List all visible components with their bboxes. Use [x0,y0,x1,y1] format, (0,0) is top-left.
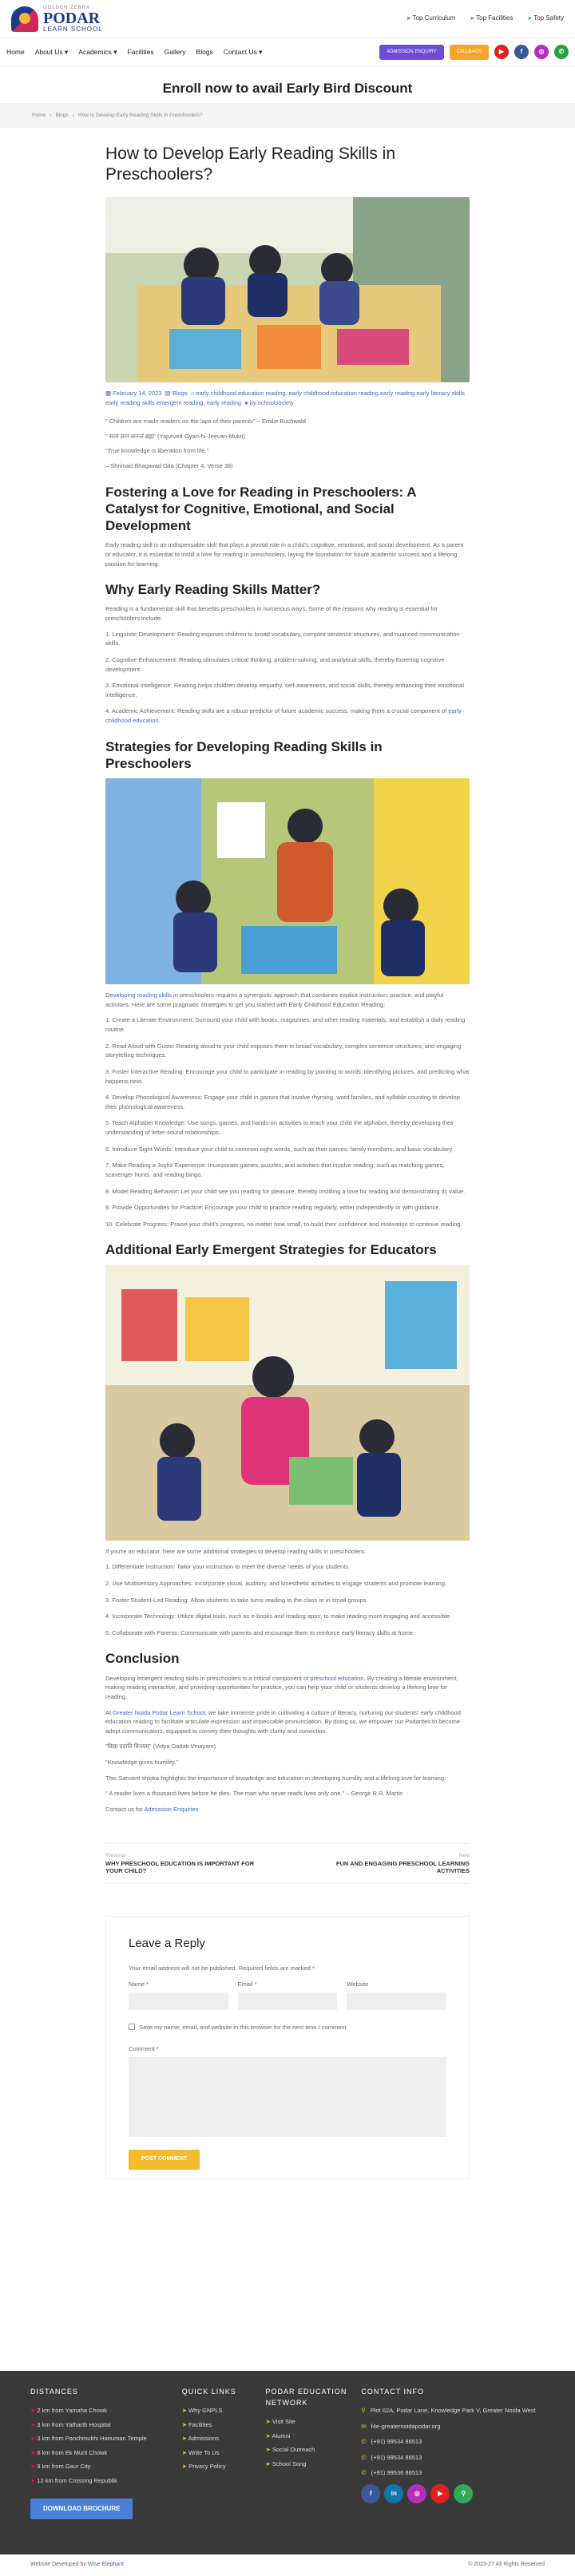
logo-emblem [11,6,38,32]
callback-button[interactable]: CALLBACK [450,45,489,60]
chevron-down-icon: ▾ [113,47,117,56]
article [105,128,470,2179]
website-input[interactable] [347,1992,446,2010]
whatsapp-icon[interactable]: ✆ [554,45,569,59]
heading-additional: Additional Early Emergent Strategies for Educators [105,1242,437,1258]
previous-post[interactable]: Previous WHY PRESCHOOL EDUCATION IS IMPORTANT FOR YOUR CHILD? [105,1852,255,1875]
distance-item: ➤ 9 km from Gaur City [30,2462,182,2471]
tag-icon: ⌂ [190,389,195,397]
list-item: 4. Develop Phonological Awareness: Engage your child in games that involve rhyming, word families, and syllable counting to develop their phonological awareness. [105,1094,460,1110]
youtube-icon[interactable]: ▶ [494,45,509,59]
top-link-safety[interactable]: ➤ Top Safety [527,14,564,24]
distance-item: ➤ 6 km from Ek Murti Chowk [30,2448,182,2458]
heading-fostering: Fostering a Love for Reading in Preschoolers: A Catalyst for Cognitive, Emotional, and Social Development [105,484,416,533]
credit: Website Developed by Wise Elephant [30,2562,124,2568]
quick-links-title: QUICK LINKS [181,2388,236,2396]
paragraph: Developing reading skills in preschoolers requires a synergistic approach that combines explicit instruction, practice, and playful activities. Here are some pragmatic strategies to get you started with Early Childhood Education Reading: [105,991,444,1008]
page-title: How to Develop Early Reading Skills in Preschoolers? [105,144,395,184]
list-item: 7. Make Reading a Joyful Experience: Incorporate games, puzzles, and activities that involve reading, such as matching games, scavenger hunts, and reading bingo. [105,1161,445,1178]
copyright: © 2023-27 All Rights Reserved [468,2562,545,2568]
preschool-education-link[interactable]: preschool education [310,1674,364,1682]
chevron-down-icon: ▾ [65,47,69,56]
paragraph: " A reader lives a thousand lives before he dies. The man who never reads lives only one." – George R.R. Martin [105,1790,403,1798]
breadcrumb-current: How to Develop Early Reading Skills in Preschoolers? [77,112,203,118]
reply-title: Leave a Reply [129,1937,205,1951]
chevron-down-icon: ▾ [259,47,263,56]
paragraph: Reading is a fundamental skill that benefits preschoolers in numerous ways. Some of the reasons why reading is essential for preschoolers include: [105,605,438,622]
distances-title: DISTANCES [30,2388,78,2396]
list-item: 8. Model Reading Behavior: Let your child see you reading for pleasure, thereby instilling a love for reading and demonstrating its value. [105,1187,466,1195]
bottom-bar [0,2554,575,2576]
list-item: 1. Linguistic Development: Reading exposes children to broad vocabulary, complex sentence structures, and nuanced communication skills. [105,630,460,647]
facebook-icon[interactable]: f [361,2484,380,2503]
quick-link[interactable]: ➤ Facilities [182,2420,266,2430]
quote: – Shrimad Bhagavad Gita (Chapter 4, Verse 38) [105,461,233,469]
network-link[interactable]: ➤ Visit Site [266,2417,362,2427]
breadcrumb-blogs[interactable]: Blogs [55,112,69,118]
linkedin-icon[interactable]: in [384,2484,403,2503]
comment-form [105,1916,470,2179]
reading-session-image [105,1265,470,1541]
nav-academics[interactable]: Academics ▾ [78,47,117,56]
admission-enquiry-button[interactable]: ADMISSION ENQUIRY [379,45,444,60]
instagram-icon[interactable]: ◎ [407,2484,426,2503]
breadcrumb: Home › Blogs › How to Develop Early Reading Skills in Preschoolers? [0,104,575,128]
paragraph: Developing emergent reading skills in preschoolers is a critical component of preschool education. By creating a literate environment, making reading interactive, and providing opportunities for practice, you can help your child or students develop a lifelong love for reading. [105,1674,458,1700]
heading-why: Why Early Reading Skills Matter? [105,582,321,598]
paragraph: This Sanskrit shloka highlights the importance of knowledge and education in developing humility and a lifelong love for learning. [105,1774,446,1782]
download-brochure-button[interactable]: DOWNLOAD BROCHURE [30,2499,133,2519]
address: Plot 62A, Podar Lane, Knowledge Park V, Greater Noida West [370,2406,536,2414]
paragraph: Contact us for Admission Enquiries [105,1805,199,1813]
phone[interactable]: (+91) 99534 86513 [371,2438,422,2446]
nav-contact[interactable]: Contact Us ▾ [223,47,263,56]
paragraph: "विद्या ददाति विनयम्" (Vidya Dadati Vinayam) [105,1743,216,1751]
email[interactable]: f4e-greaternoidapodar.org [371,2422,441,2430]
heading-strategies: Strategies for Developing Reading Skills in Preschoolers [105,738,383,771]
distance-item: ➤ 12 km from Crossing Republik [30,2476,182,2486]
network-link[interactable]: ➤ Alumni [266,2432,362,2441]
footer [0,2371,575,2554]
list-item: 6. Introduce Sight Words: Introduce your child to common sight words, such as their names, family members, and basic vocabulary. [105,1145,454,1153]
classroom-image [105,778,470,984]
logo-sub-text: LEARN SCHOOL [43,25,103,33]
list-item: 2. Cognitive Enhancement: Reading stimulates critical thinking, problem-solving, and analytical skills, thereby fostering cognitive development. [105,655,445,673]
top-link-curriculum[interactable]: ➤ Top Curriculum [406,14,456,24]
logo-tagline: GOLDEN ZEBRA [43,5,91,10]
main-nav [0,38,575,67]
distance-item: ➤ 2 km from Yamaha Chowk [30,2406,182,2416]
quote: "True knowledge is liberation from life." [105,447,209,455]
nav-blogs[interactable]: Blogs [196,47,213,56]
list-item: 1. Create a Literate Environment: Surround your child with books, magazines, and other reading materials, and establish a daily reading routine. [105,1016,466,1033]
nav-facilities[interactable]: Facilities [127,47,154,56]
phone-icon: ✆ [361,2453,367,2461]
nav-gallery[interactable]: Gallery [164,47,186,56]
top-bar [0,0,575,38]
paragraph: "Knowledge gives humility." [105,1759,179,1766]
list-item: 10. Celebrate Progress: Praise your child's progress, no matter how small, to build their confidence and motivation to continue reading. [105,1220,462,1228]
post-navigation [105,1843,470,1885]
list-item: 3. Emotional Intelligence: Reading helps children develop empathy, self-awareness, and social skills, thereby enhancing their emotional intelligence. [105,682,464,698]
top-link-facilities[interactable]: ➤ Top Facilities [470,14,513,24]
paragraph: If you're an educator, here are some additional strategies to develop reading skills in preschoolers: [105,1547,367,1555]
quick-link[interactable]: ➤ Privacy Policy [182,2462,266,2471]
early-childhood-link[interactable]: early childhood education. [105,707,462,724]
admission-enquiries-link[interactable]: Admission Enquiries [144,1805,199,1813]
phone-icon: ✆ [361,2438,367,2446]
network-link[interactable]: ➤ School Song [266,2459,362,2469]
quick-link[interactable]: ➤ Write To Us [182,2448,266,2458]
calendar-icon: ▦ [105,389,112,397]
school-link[interactable]: Greater Noida Podar Learn School [113,1708,205,1716]
developer-link[interactable]: Wise Elephant [87,2562,124,2568]
list-item: 3. Foster Interactive Reading: Encourage your child to participate in reading by pointing to words, identifying pictures, and predicting what happens next. [105,1067,470,1085]
network-link[interactable]: ➤ Social Outreach [266,2445,362,2455]
post-date[interactable]: February 14, 2023 [113,389,162,397]
contact-title: CONTACT INFO [361,2388,425,2396]
list-item: 2. Read Aloud with Gusto: Reading aloud to your child exposes them to broad vocabulary, complex sentence structures, and engaging storytelling techniques. [105,1042,462,1059]
user-icon: ● [244,399,248,407]
logo-main-text: PODAR [43,9,101,27]
nav-about[interactable]: About Us ▾ [34,47,69,56]
school-logo[interactable] [11,6,103,33]
quick-link[interactable]: ➤ Admissions [182,2434,266,2443]
save-info-checkbox[interactable] [129,2024,135,2030]
email-label: Email * [237,1980,257,1988]
name-label: Name * [129,1980,149,1988]
instagram-icon[interactable]: ◎ [534,45,549,59]
save-info-label: Save my name, email, and website in this browser for the next time I comment. [139,2023,348,2031]
breadcrumb-home[interactable]: Home [32,112,46,118]
post-category[interactable]: Blogs [172,389,188,397]
email-input[interactable] [238,1992,338,2010]
distance-item: ➤ 3 km from Panchmukhi Hanuman Temple [30,2434,182,2443]
phone-icon: ✆ [361,2469,367,2477]
facebook-icon[interactable]: f [514,45,529,59]
distance-item: ➤ 3 km from Yatharth Hospital [30,2420,182,2430]
paragraph: At Greater Noida Podar Learn School, we take immense pride in cultivating a culture of literacy, nurturing our students' early childhood education reading to facilitate articulate expression and impeccable pronunciation. By doing so, we empower our Podarites to become adept communicators, equipped to convey their thoughts with clarity and conviction. [105,1708,461,1735]
comment-textarea[interactable] [129,2057,446,2137]
network-title: PODAR EDUCATION NETWORK [265,2388,347,2407]
list-item: 3. Foster Student-Led Reading: Allow students to take turns reading to the class or in small groups. [105,1596,368,1604]
phone[interactable]: (+91) 99536 86513 [371,2469,422,2477]
quick-link[interactable]: ➤ Why GNPLS [182,2406,266,2416]
post-comment-button[interactable]: POST COMMENT [129,2150,200,2170]
paragraph: Early reading skill is an indispensable skill that plays a pivotal role in a child's cognitive, emotional, and social development. As a parent or educator, it is essential to instill a love for reading in preschoolers, laying the foundation for future academic success and a lifelong passion for learning. [105,541,464,568]
developing-reading-link[interactable]: Developing reading skills [105,991,172,999]
featured-image [105,197,470,382]
map-pin-icon[interactable]: ⚲ [454,2484,473,2503]
reply-note: Your email address will not be published. Required fields are marked * [129,1965,315,1973]
mail-icon: ✉ [361,2422,367,2430]
list-item: 2. Use Multisensory Approaches: Incorporate visual, auditory, and kinesthetic activities to engage students and promote learning. [105,1579,447,1587]
nav-home[interactable]: Home [6,47,25,56]
post-tags[interactable]: early childhood education reading, early childhood education reading early reading early literacy skills early reading skills emergent reading, early reading [105,389,465,407]
list-item: 5. Collaborate with Parents: Communicate with parents and encourage them to reinforce early literacy skills at home. [105,1628,415,1636]
post-author[interactable]: by schoolsociety [249,399,294,407]
list-item: 9. Provide Opportunities for Practice: Encourage your child to practice reading regularly, either independently or with guidance. [105,1204,441,1212]
early-bird-banner: Enroll now to avail Early Bird Discount [0,67,575,104]
name-input[interactable] [129,1992,228,2010]
youtube-icon[interactable]: ▶ [430,2484,450,2503]
quote: " सत्यं ज्ञानं अनन्तं ब्रह्म" (Yajurved-Gyan-hi-Jeevan-Mukti) [105,432,245,440]
list-item: 4. Incorporate Technology: Utilize digital tools, such as e-books and reading apps, to make reading more engaging and accessible. [105,1612,452,1620]
heading-conclusion: Conclusion [105,1651,180,1667]
phone[interactable]: (+91) 99534 86513 [371,2453,422,2461]
list-item: 4. Academic Achievement: Reading skills are a robust predictor of future academic success, making them a crucial component of early childhood education. [105,707,462,724]
folder-icon: ▤ [165,389,171,397]
list-item: 5. Teach Alphabet Knowledge: Use songs, games, and hands-on activities to teach your child the alphabet, thereby developing their understanding of letter-sound relationships. [105,1119,454,1136]
list-item: 1. Differentiate Instruction: Tailor your instruction to meet the diverse needs of your students. [105,1563,351,1571]
quote: " Children are made readers on the laps of their parents" – Emilie Buchwald [105,417,306,425]
post-meta [105,389,470,410]
location-icon: ⚲ [361,2406,366,2414]
next-post[interactable]: Next FUN AND ENGAGING PRESCHOOL LEARNING ACTIVITIES [335,1852,470,1875]
website-label: Website [347,1980,369,1988]
comment-label: Comment * [129,2045,159,2053]
